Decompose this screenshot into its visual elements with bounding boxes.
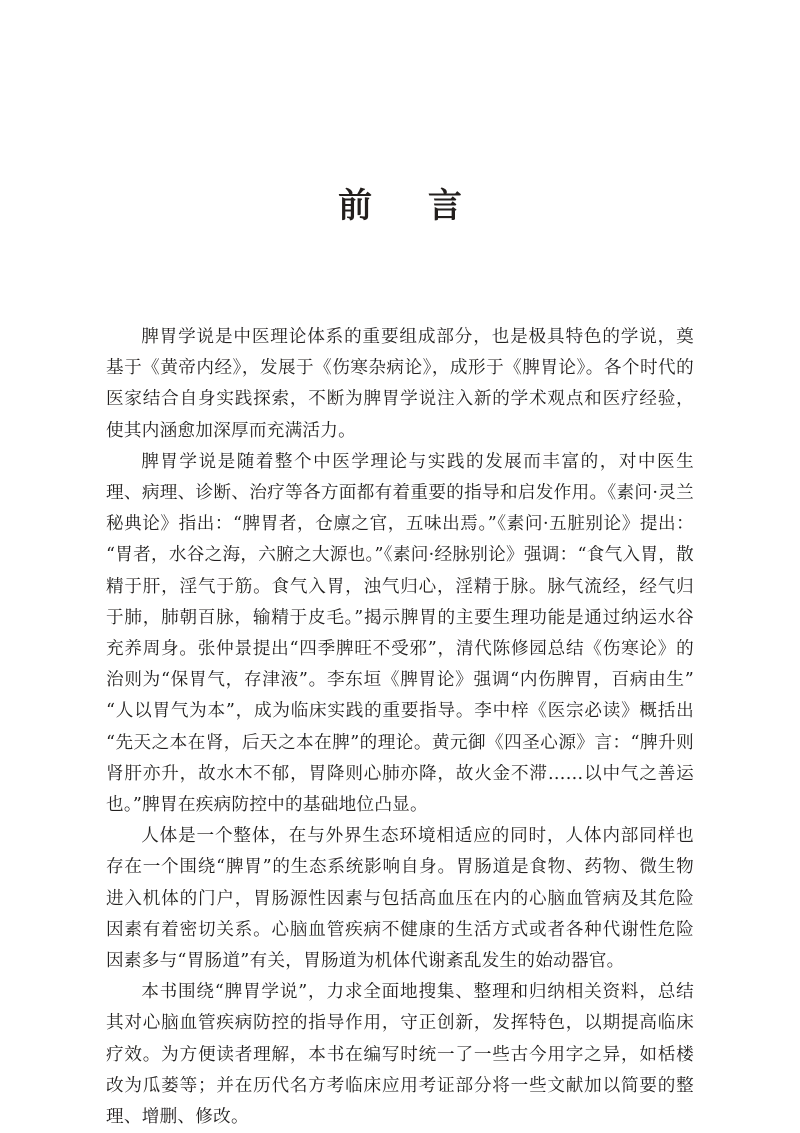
- paragraph-2: 脾胃学说是随着整个中医学理论与实践的发展而丰富的，对中医生理、病理、诊断、治疗等各方面都有着重要的指导和启发作用。《素问·灵兰秘典论》指出：“脾胃者，仓廪之官，五味出焉。”《素问·五脏别论》提出：“胃者，水谷之海，六腑之大源也。”《素问·经脉别论》强调：“食气入胃，散精于肝，淫气于筋。食气入胃，浊气归心，淫精于脉。脉气流经，经气归于肺，肺朝百脉，输精于皮毛。”揭示脾胃的主要生理功能是通过纳运水谷充养周身。张仲景提出“四季脾旺不受邪”，清代陈修园总结《伤寒论》的治则为“保胃气，存津液”。李东垣《脾胃论》强调“内伤脾胃，百病由生”“人以胃气为本”，成为临床实践的重要指导。李中梓《医宗必读》概括出“先天之本在肾，后天之本在脾”的理论。黄元御《四圣心源》言：“脾升则肾肝亦升，故水木不郁，胃降则心肺亦降，故火金不滞……以中气之善运也。”脾胃在疾病防控中的基础地位凸显。: [106, 451, 694, 816]
- body-text-block: [106, 322, 694, 1133]
- page-title: 前 言: [338, 185, 473, 226]
- paragraph-1: 脾胃学说是中医理论体系的重要组成部分，也是极具特色的学说，奠基于《黄帝内经》，发展于《伤寒杂病论》，成形于《脾胃论》。各个时代的医家结合自身实践探索，不断为脾胃学说注入新的学术观点和医疗经验，使其内涵愈加深厚而充满活力。: [106, 327, 694, 441]
- paragraph-3: 人体是一个整体，在与外界生态环境相适应的同时，人体内部同样也存在一个围绕“脾胃”的生态系统影响自身。胃肠道是食物、药物、微生物进入机体的门户，胃肠源性因素与包括高血压在内的心脑血管病及其危险因素有着密切关系。心脑血管疾病不健康的生活方式或者各种代谢性危险因素多与“胃肠道”有关，胃肠道为机体代谢紊乱发生的始动器官。: [106, 826, 694, 972]
- paragraph-4: 本书围绕“脾胃学说”，力求全面地搜集、整理和归纳相关资料，总结其对心脑血管疾病防控的指导作用，守正创新，发挥特色，以期提高临床疗效。为方便读者理解，本书在编写时统一了一些古今用字之异，如栝楼改为瓜蒌等；并在历代名方考临床应用考证部分将一些文献加以简要的整理、增删、修改。: [106, 982, 694, 1128]
